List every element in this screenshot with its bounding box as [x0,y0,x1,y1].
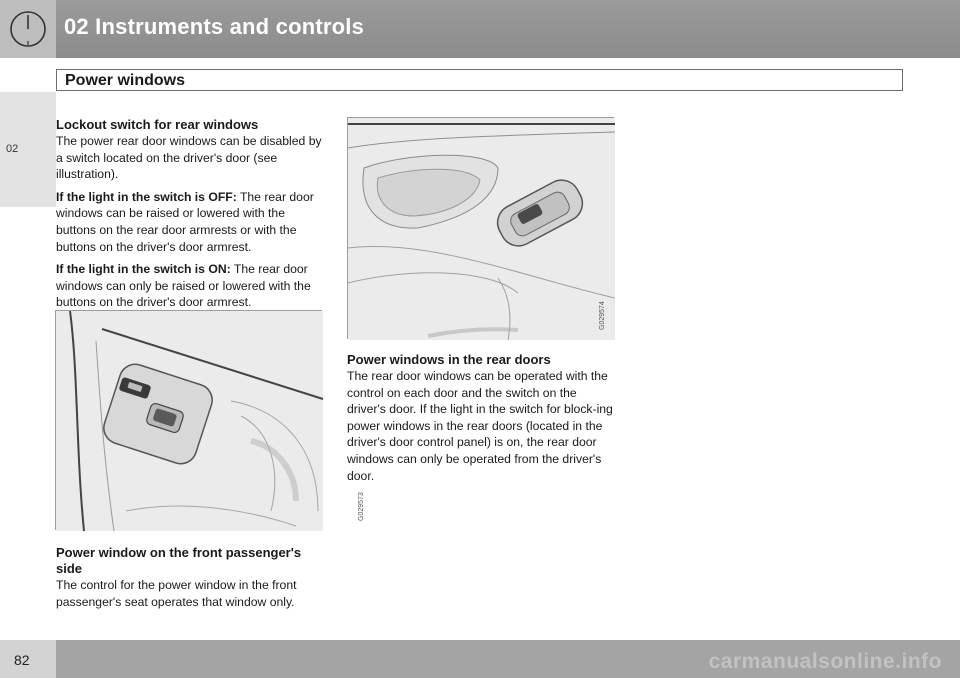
page-number: 82 [14,652,30,668]
figure-code: G029573 [358,492,365,521]
left-column [56,117,324,317]
label-light-off: If the light in the switch is OFF: [56,189,237,204]
side-tab-label: 02 [6,143,19,155]
figure-rear-door-switch [347,117,614,339]
gauge-icon [8,7,48,51]
para-light-off [56,189,324,255]
illustration-rear-door-switch [348,118,615,340]
para-rear-doors: The rear door windows can be operated with the control on each door and the switch on the driver's door. If the light in the switch for block-ing power windows in the rear doors (located in the driver's door control panel) is on, the rear door windows can only be operated from the driver's door. [347,369,613,483]
page-number-box [0,640,56,678]
figure-lockout-switch [55,310,365,530]
left-column-lower [56,545,324,616]
para-light-on [56,261,324,311]
chapter-title: 02 Instruments and controls [64,14,365,39]
label-light-on: If the light in the switch is ON: [56,262,231,277]
para-front-passenger: The control for the power window in the front passenger's seat operates that window only. [56,578,297,609]
chapter-icon-box [0,0,56,58]
watermark: carmanualsonline.info [708,650,942,673]
section-title: Power windows [65,72,186,89]
para-lockout: The power rear door windows can be disabled by a switch located on the driver's door (see illustration). [56,134,322,182]
middle-column [347,352,617,490]
heading-front-passenger: Power window on the front passenger's side [56,545,302,576]
text-light-on: The rear door windows can only be raised or lowered with the buttons on the driver's door armrest. [56,262,311,310]
section-title-bar [56,69,903,91]
illustration-lockout-switch [56,311,323,531]
heading-lockout-switch: Lockout switch for rear windows [56,117,259,132]
page-footer [0,640,960,678]
heading-rear-doors: Power windows in the rear doors [347,352,551,367]
figure-code: G029574 [599,301,606,330]
text-light-off: The rear door windows can be raised or lowered with the buttons on the rear door armrests or with the buttons on the driver's door armrest. [56,189,314,254]
chapter-header [0,0,960,58]
